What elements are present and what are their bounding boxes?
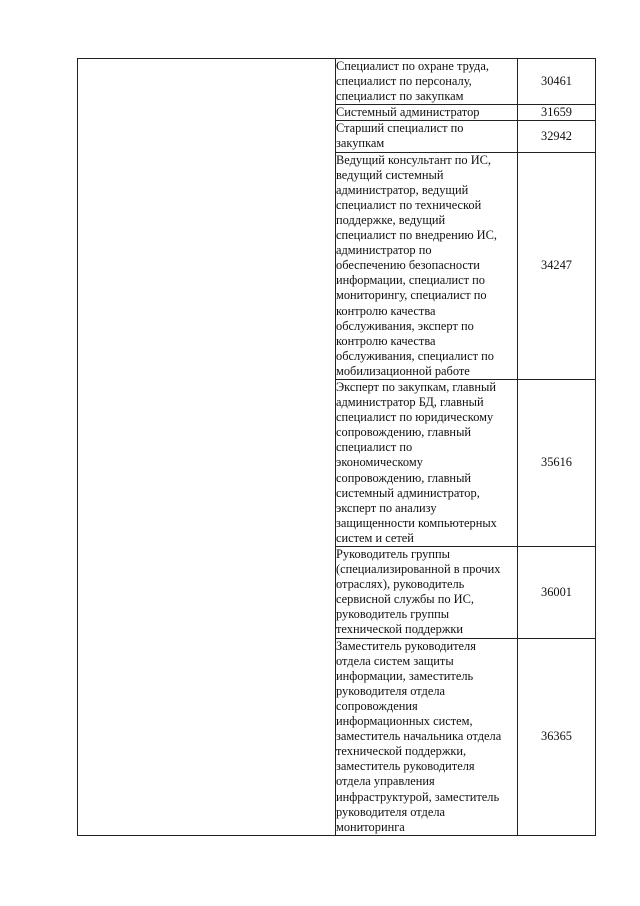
- position-line: информации, специалист по: [336, 273, 485, 288]
- position-line: экономическому: [336, 455, 423, 470]
- position-line: (специализированной в прочих: [336, 562, 501, 577]
- position-line: специалист по закупкам: [336, 89, 464, 104]
- position-line: руководителя отдела: [336, 683, 446, 698]
- position-line: обслуживания, специалист по: [336, 348, 494, 363]
- position-line: технической поддержки,: [336, 744, 467, 759]
- position-line: обслуживания, эксперт по: [336, 318, 474, 333]
- position-line: информации, заместитель: [336, 668, 474, 683]
- position-line: системный администратор,: [336, 485, 480, 500]
- position-cell: [336, 547, 518, 639]
- position-line: информационных систем,: [336, 714, 473, 729]
- position-line: отдела систем защиты: [336, 653, 454, 668]
- position-line: инфраструктурой, заместитель: [336, 789, 500, 804]
- position-line: заместитель руководителя: [336, 759, 475, 774]
- group-cell-empty: [78, 59, 336, 836]
- position-cell: [336, 59, 518, 105]
- salary-cell: 30461: [518, 59, 596, 105]
- salary-table: [77, 58, 596, 836]
- position-cell: [336, 638, 518, 835]
- position-line: защищенности компьютерных: [336, 515, 497, 530]
- position-line: мобилизационной работе: [336, 363, 470, 378]
- table-row: [78, 59, 596, 105]
- position-line: контролю качества: [336, 303, 436, 318]
- position-line: отдела управления: [336, 774, 435, 789]
- position-cell: [336, 121, 518, 152]
- position-line: систем и сетей: [336, 530, 414, 545]
- position-line: Старший специалист по: [336, 121, 464, 136]
- position-line: мониторинга: [336, 819, 405, 834]
- position-line: специалист по юридическому: [336, 410, 494, 425]
- position-line: специалист по: [336, 440, 413, 455]
- position-line: сопровождения: [336, 698, 418, 713]
- salary-cell: 31659: [518, 105, 596, 121]
- position-line: Системный администратор: [336, 105, 480, 120]
- position-line: поддержке, ведущий: [336, 212, 446, 227]
- position-line: Эксперт по закупкам, главный: [336, 379, 496, 394]
- position-line: руководителя отдела: [336, 804, 446, 819]
- salary-cell: 32942: [518, 121, 596, 152]
- position-line: сопровождению, главный: [336, 470, 472, 485]
- position-line: администратор БД, главный: [336, 395, 484, 410]
- position-line: ведущий системный: [336, 167, 444, 182]
- position-line: сервисной службы по ИС,: [336, 592, 474, 607]
- position-line: сопровождению, главный: [336, 425, 472, 440]
- position-line: администратор, ведущий: [336, 182, 469, 197]
- position-line: Заместитель руководителя: [336, 638, 476, 653]
- position-line: мониторингу, специалист по: [336, 288, 487, 303]
- position-line: руководитель группы: [336, 607, 450, 622]
- position-line: администратор по: [336, 243, 432, 258]
- salary-cell: 36365: [518, 638, 596, 835]
- salary-table-body: [78, 59, 596, 836]
- position-cell: [336, 105, 518, 121]
- position-line: Специалист по охране труда,: [336, 59, 489, 73]
- position-line: обеспечению безопасности: [336, 258, 480, 273]
- position-line: Руководитель группы: [336, 547, 450, 561]
- salary-cell: 34247: [518, 152, 596, 379]
- position-line: Ведущий консультант по ИС,: [336, 152, 492, 167]
- position-cell: [336, 379, 518, 546]
- position-line: специалист по персоналу,: [336, 74, 472, 89]
- position-line: специалист по технической: [336, 197, 482, 212]
- position-cell: [336, 152, 518, 379]
- position-line: контролю качества: [336, 333, 436, 348]
- salary-cell: 35616: [518, 379, 596, 546]
- position-line: эксперт по анализу: [336, 500, 437, 515]
- position-line: отраслях), руководитель: [336, 577, 465, 592]
- position-line: технической поддержки: [336, 622, 464, 637]
- position-line: специалист по внедрению ИС,: [336, 228, 497, 243]
- position-line: закупкам: [336, 136, 385, 151]
- salary-cell: 36001: [518, 547, 596, 639]
- position-line: заместитель начальника отдела: [336, 729, 502, 744]
